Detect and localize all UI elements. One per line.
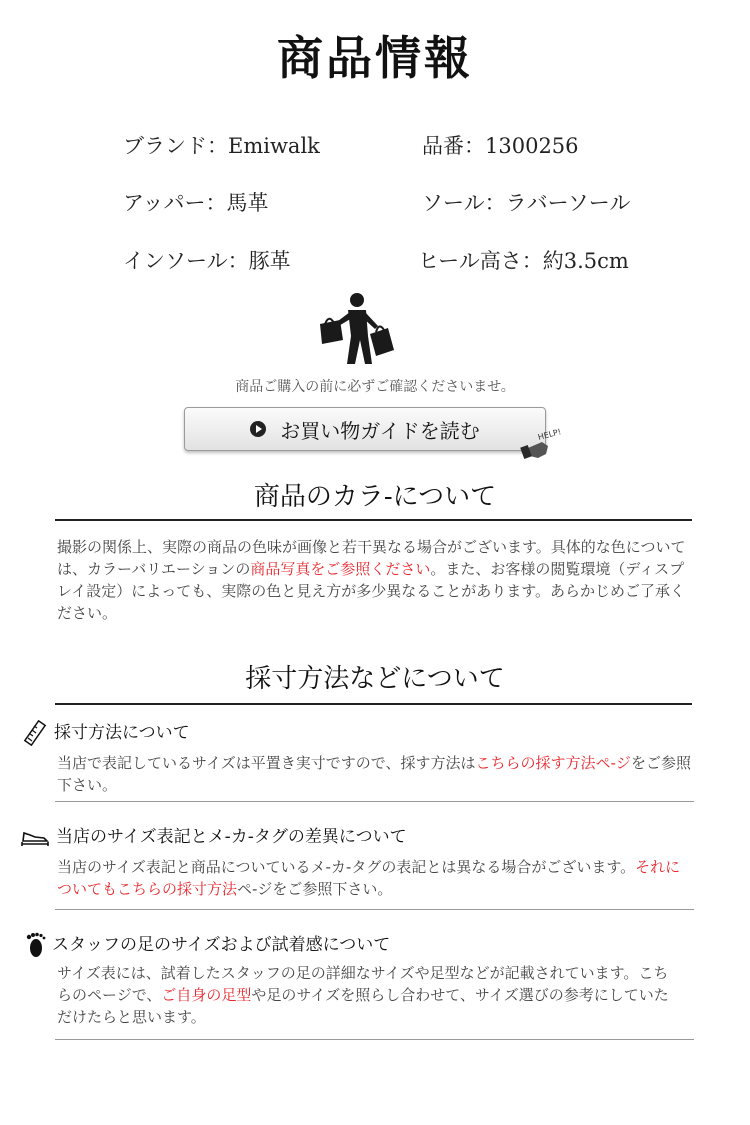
footprint-icon [24, 932, 46, 958]
page-title: 商品情報 [277, 31, 473, 85]
measure-link[interactable]: こちらの採す方法ペ-ジ [475, 754, 631, 772]
measure-item-text: 当店で表記しているサイズは平置き実寸ですので、採す方法はこちらの採す方法ペ-ジをご参照下さい。 [57, 754, 691, 794]
measure-item-text: 当店のサイズ表記と商品についているメ-カ-タグの表記とは異なる場合がございます。それについてもこちらの採寸方法ペ-ジをご参照下さい。 [57, 858, 681, 898]
spec-brand: ブランド：Emiwalk [123, 134, 320, 158]
spec-insole-label: インソール [123, 249, 228, 273]
shopping-guide-button[interactable] [184, 407, 546, 451]
help-tag: HELP! [536, 427, 563, 442]
spec-brand-value: Emiwalk [228, 134, 320, 158]
spec-item-number-value: 1300256 [485, 134, 579, 158]
ruler-icon [22, 720, 48, 746]
guide-note: 商品ご購入の前に必ずご確認くださいませ。 [235, 379, 515, 395]
spec-insole: インソール：豚革 [123, 249, 291, 273]
spec-item-number: 品番：1300256 [422, 134, 579, 158]
spec-upper-value: 馬革 [226, 191, 269, 215]
spec-insole-value: 豚革 [248, 249, 291, 273]
spec-heel-height-label: ヒール高さ [418, 249, 522, 273]
item-divider [55, 1039, 694, 1040]
color-section-heading: 商品のカラ-について [253, 482, 497, 512]
measure-section-heading: 採寸方法などについて [245, 664, 505, 694]
color-note-highlight: 商品写真をご参照ください [250, 560, 431, 578]
shopper-icon [310, 290, 400, 370]
spec-heel-height-value: 約3.5cm [542, 249, 629, 273]
measure-item-title: スタッフの足のサイズおよび試着感について [24, 930, 390, 958]
measure-section-divider [55, 703, 692, 705]
measure-item-text: サイズ表には、試着したスタッフの足の詳細なサイズや足型などが記載されています。こちらのページで、ご自身の足型や足のサイズを照らし合わせて、サイズ選びの参考にしていただけたらと思います。 [57, 964, 669, 1026]
color-section-divider [55, 519, 692, 521]
spec-item-number-label: 品番 [422, 134, 464, 158]
shoe-size-icon [20, 827, 50, 847]
spec-brand-label: ブランド [123, 134, 207, 158]
measure-item-title: 採寸方法について [22, 718, 190, 746]
spec-upper-label: アッパー [123, 191, 206, 215]
measure-link[interactable]: それについてもこちらの採寸方法 [57, 858, 681, 898]
spec-heel-height: ヒール高さ：約3.5cm [418, 249, 629, 273]
shopping-guide-label: お買い物ガイドを読む [280, 418, 480, 443]
measure-link[interactable]: ご自身の足型 [161, 986, 252, 1004]
spec-upper: アッパー：馬革 [123, 191, 269, 215]
play-icon [250, 421, 266, 437]
help-pointer-icon [520, 424, 566, 464]
measure-item-title: 当店のサイズ表記とメ-カ-タグの差異について [20, 822, 407, 847]
spec-sole: ソール：ラバーソール [422, 191, 631, 215]
spec-sole-value: ラバーソール [505, 191, 631, 215]
item-divider [55, 909, 694, 910]
spec-sole-label: ソール [422, 191, 485, 215]
color-note-paragraph: 撮影の関係上、実際の商品の色味が画像と若干異なる場合がございます。具体的な色については、カラーバリエーションの商品写真をご参照ください。また、お客様の閲覧環境（ディスプレイ設定）によっても、実際の色と見え方が多少異なることがあります。あらかじめご了承ください。 [57, 538, 686, 622]
item-divider [55, 801, 694, 802]
